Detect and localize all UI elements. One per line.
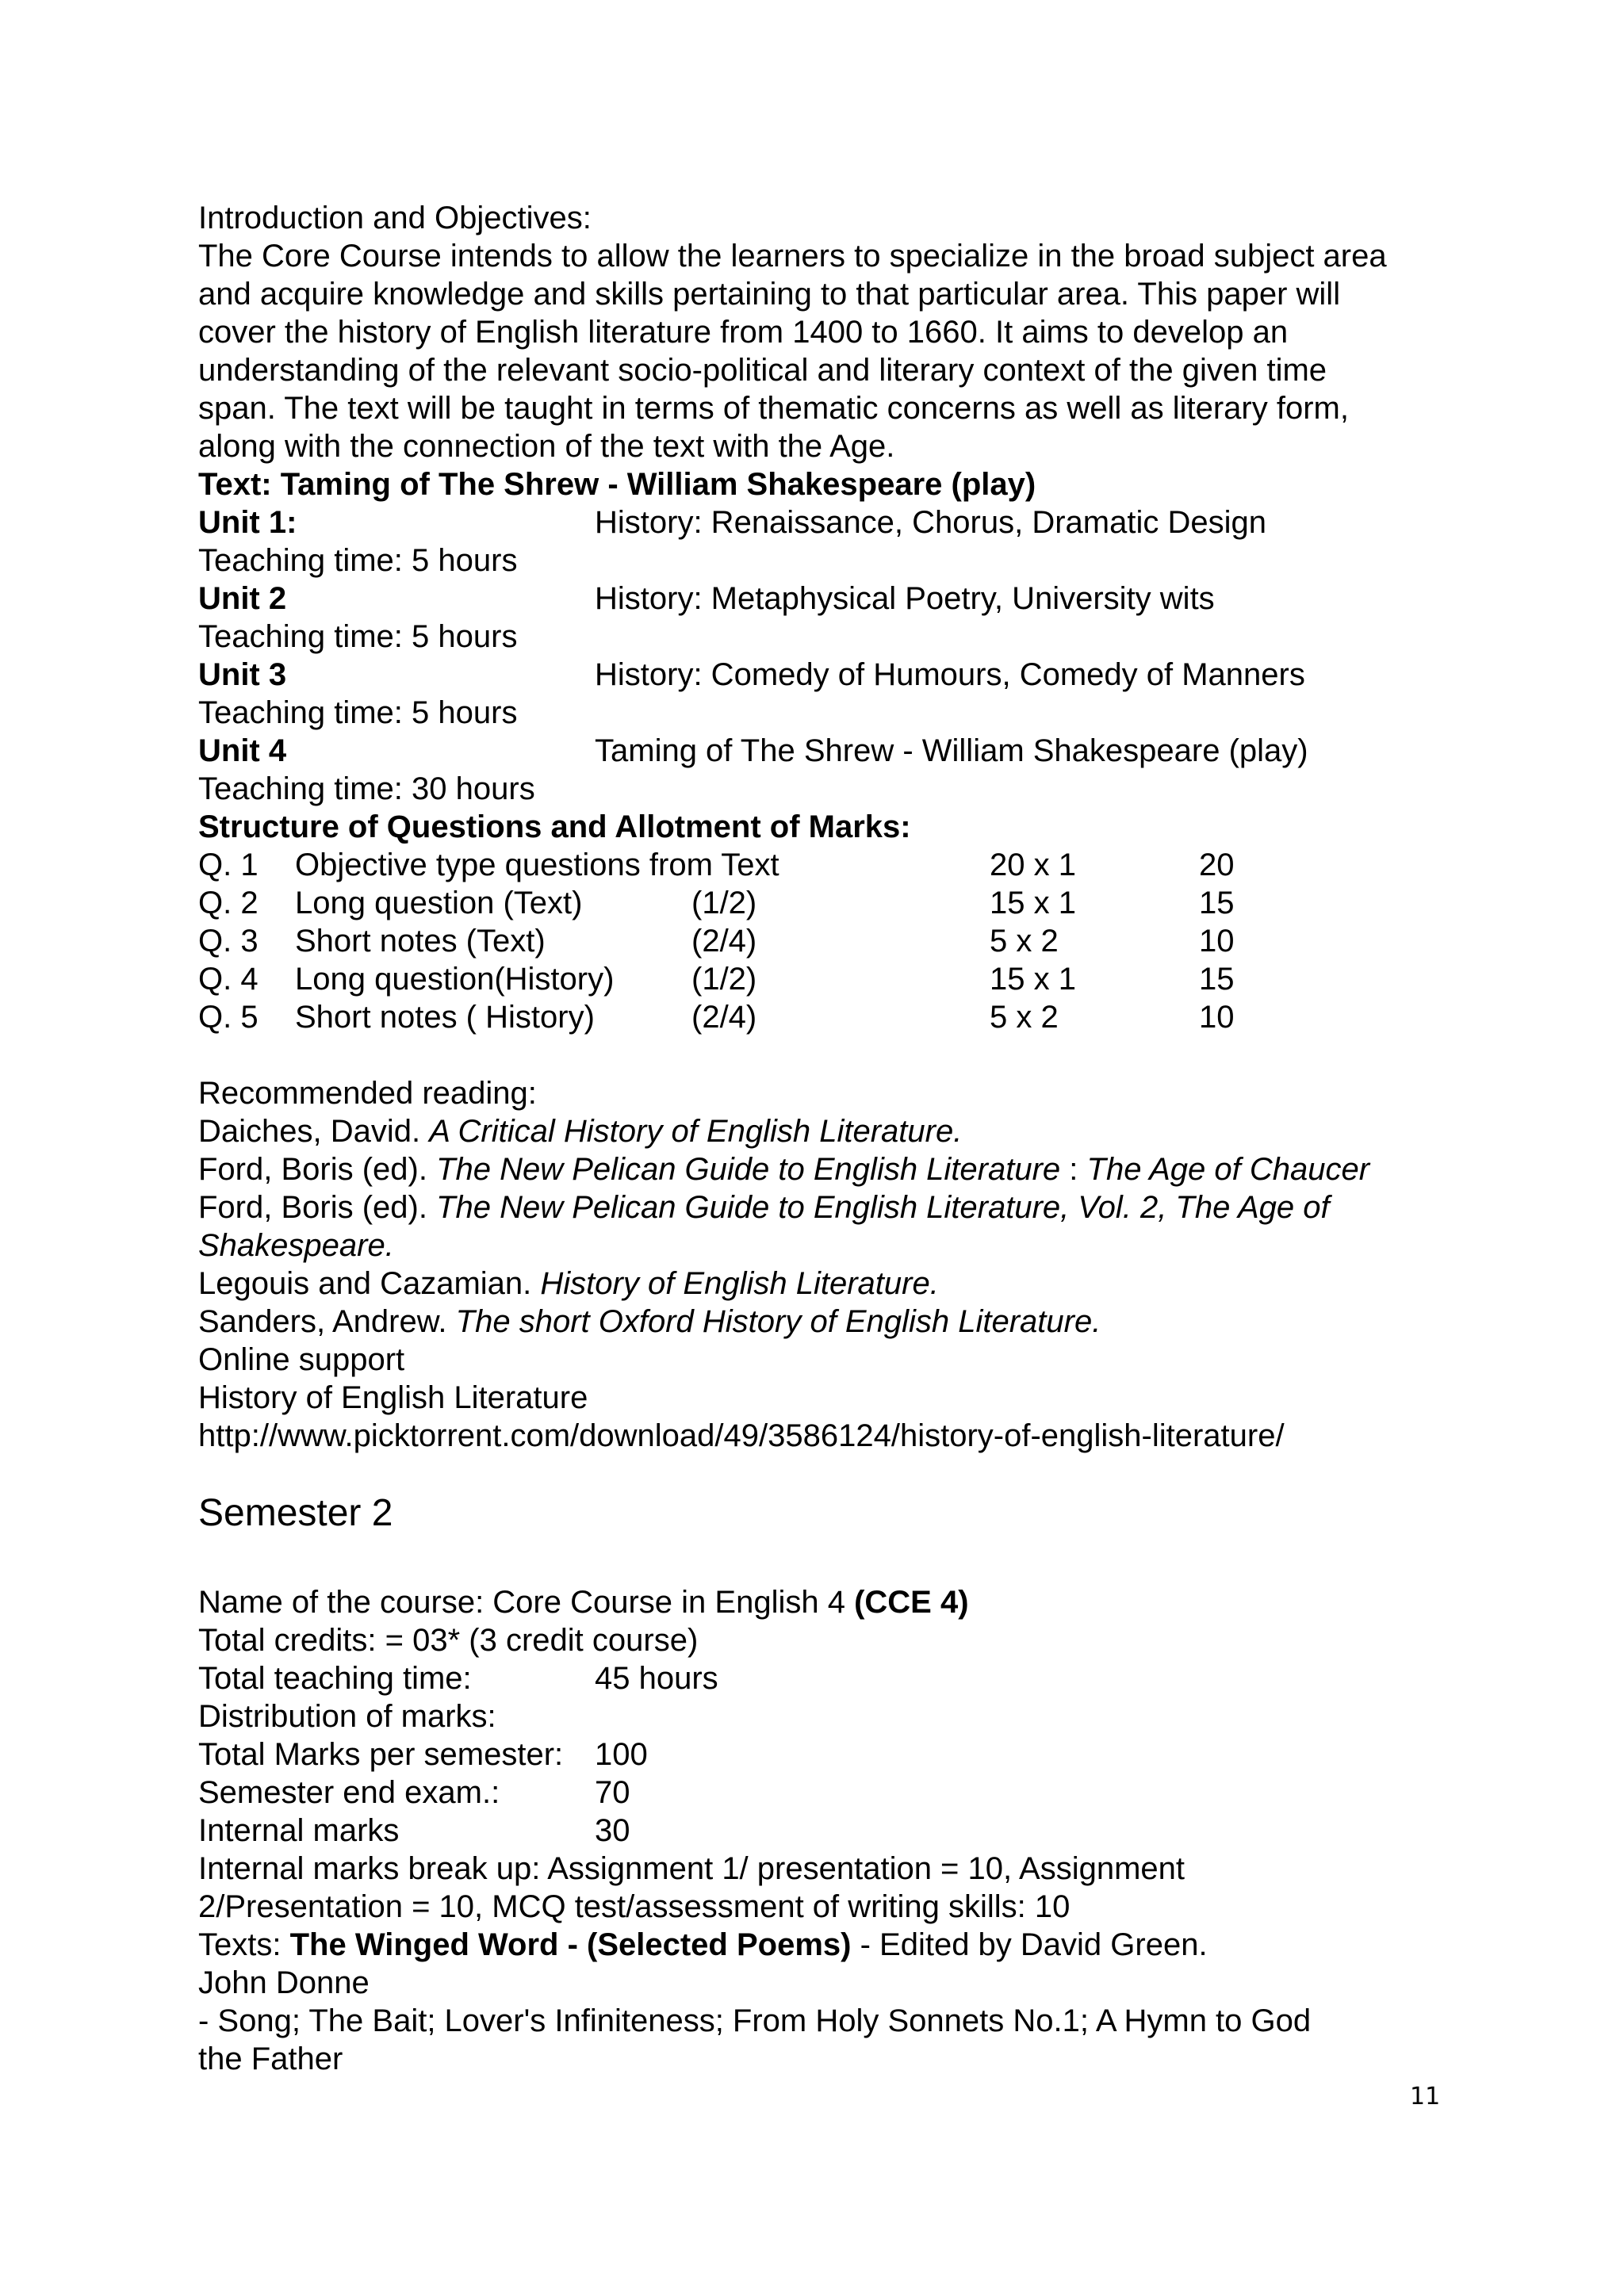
unit-time: Teaching time: 30 hours [198, 771, 535, 806]
text-heading: Text: Taming of The Shrew - William Shakespeare (play) [198, 467, 1036, 502]
intro-line-2: and acquire knowledge and skills pertaining to that particular area. This paper will [198, 277, 1341, 312]
unit-label: Unit 2 [198, 581, 287, 616]
unit-label: Unit 3 [198, 657, 287, 692]
internal-marks-label: Internal marks [198, 1813, 400, 1848]
unit-row [198, 580, 1215, 618]
course-name-text: Name of the course: Core Course in English 4 [198, 1585, 855, 1620]
question-description: Short notes (Text) [295, 924, 546, 959]
reading-title: The New Pelican Guide to English Literature, Vol. 2, The Age of [436, 1190, 1330, 1225]
unit-topic: Taming of The Shrew - William Shakespeare (play) [595, 733, 1308, 768]
reading-item [198, 1188, 1330, 1226]
page-number: 11 [1410, 2083, 1441, 2110]
online-resource-url[interactable]: http://www.picktorrent.com/download/49/3586124/history-of-english-literature/ [198, 1418, 1285, 1453]
question-number: Q. 1 [198, 848, 259, 882]
reading-heading: Recommended reading: [198, 1076, 537, 1111]
total-credits: Total credits: = 03* (3 credit course) [198, 1623, 699, 1658]
question-choice: (2/4) [691, 1000, 757, 1035]
question-description: Long question(History) [295, 962, 615, 997]
reading-author: Daiches, David. [198, 1114, 430, 1149]
intro-line-3: cover the history of English literature from 1400 to 1660. It aims to develop an [198, 315, 1289, 350]
marks-calculation: 15 x 1 [990, 886, 1076, 920]
teaching-time-value: 45 hours [595, 1661, 718, 1696]
marks-calculation: 20 x 1 [990, 848, 1076, 882]
breakup-line-1: Internal marks break up: Assignment 1/ presentation = 10, Assignment [198, 1851, 1185, 1886]
teaching-time-label: Total teaching time: [198, 1661, 472, 1696]
question-description: Short notes ( History) [295, 1000, 595, 1035]
unit-time: Teaching time: 5 hours [198, 619, 518, 654]
poems-line-1: - Song; The Bait; Lover's Infiniteness; From Holy Sonnets No.1; A Hymn to God [198, 2003, 1312, 2038]
question-number: Q. 2 [198, 886, 259, 920]
marks-calculation: 15 x 1 [990, 962, 1076, 997]
intro-line-4: understanding of the relevant socio-political and literary context of the given time [198, 353, 1327, 388]
unit-label: Unit 4 [198, 733, 287, 768]
texts-suffix: - Edited by David Green. [851, 1927, 1208, 1962]
unit-time: Teaching time: 5 hours [198, 543, 518, 578]
marks-total: 15 [1199, 962, 1235, 997]
marks-total: 20 [1199, 848, 1235, 882]
question-choice: (1/2) [691, 962, 757, 997]
marks-calculation: 5 x 2 [990, 924, 1059, 959]
reading-title: A Critical History of English Literature. [429, 1114, 963, 1149]
reading-author: Legouis and Cazamian. [198, 1266, 541, 1301]
total-marks-label: Total Marks per semester: [198, 1737, 564, 1772]
marks-total: 15 [1199, 886, 1235, 920]
question-choice: (2/4) [691, 924, 757, 959]
reading-title: History of English Literature. [540, 1266, 939, 1301]
unit-topic: History: Metaphysical Poetry, University wits [595, 581, 1215, 616]
reading-title: The New Pelican Guide to English Literature [436, 1152, 1061, 1187]
end-exam-row [198, 1774, 630, 1812]
question-description: Long question (Text) [295, 886, 583, 920]
unit-topic: History: Renaissance, Chorus, Dramatic Design [595, 505, 1266, 540]
end-exam-value: 70 [595, 1775, 630, 1810]
reading-author: Ford, Boris (ed). [198, 1152, 437, 1187]
marks-total: 10 [1199, 924, 1235, 959]
total-marks-value: 100 [595, 1737, 648, 1772]
unit-row [198, 656, 1305, 694]
question-number: Q. 4 [198, 962, 259, 997]
question-description: Objective type questions from Text [295, 848, 779, 882]
intro-heading: Introduction and Objectives: [198, 201, 592, 235]
poet-name: John Donne [198, 1965, 370, 2000]
reading-author: Ford, Boris (ed). [198, 1190, 437, 1225]
marks-row [198, 884, 1235, 922]
unit-label: Unit 1: [198, 505, 297, 540]
end-exam-label: Semester end exam.: [198, 1775, 500, 1810]
question-number: Q. 5 [198, 1000, 259, 1035]
reading-title-continued: Shakespeare. [198, 1228, 394, 1263]
poems-line-2: the Father [198, 2042, 343, 2076]
internal-marks-value: 30 [595, 1813, 630, 1848]
reading-author: Sanders, Andrew. [198, 1304, 456, 1339]
semester-heading: Semester 2 [198, 1492, 393, 1534]
intro-line-5: span. The text will be taught in terms of thematic concerns as well as literary form, [198, 391, 1349, 426]
online-resource-title: History of English Literature [198, 1380, 588, 1415]
marks-row [198, 960, 1235, 998]
texts-line [198, 1926, 1208, 1964]
question-number: Q. 3 [198, 924, 259, 959]
intro-line-1: The Core Course intends to allow the learners to specialize in the broad subject area [198, 239, 1387, 274]
marks-row [198, 922, 1235, 960]
marks-row [198, 998, 1235, 1036]
unit-topic: History: Comedy of Humours, Comedy of Manners [595, 657, 1305, 692]
structure-heading: Structure of Questions and Allotment of Marks: [198, 809, 911, 844]
course-name [198, 1583, 969, 1621]
intro-line-6: along with the connection of the text with the Age. [198, 429, 895, 464]
teaching-time-row [198, 1659, 718, 1697]
unit-row [198, 503, 1266, 541]
texts-prefix: Texts: [198, 1927, 290, 1962]
total-marks-row [198, 1735, 648, 1774]
reading-separator: : [1060, 1152, 1087, 1187]
texts-title: The Winged Word - (Selected Poems) [289, 1927, 852, 1962]
internal-marks-row [198, 1812, 630, 1850]
question-choice: (1/2) [691, 886, 757, 920]
course-code: (CCE 4) [854, 1585, 969, 1620]
reading-item [198, 1112, 962, 1150]
reading-item [198, 1265, 939, 1303]
reading-subtitle: The Age of Chaucer [1086, 1152, 1370, 1187]
marks-total: 10 [1199, 1000, 1235, 1035]
reading-title: The short Oxford History of English Literature. [455, 1304, 1101, 1339]
unit-time: Teaching time: 5 hours [198, 695, 518, 730]
reading-item [198, 1150, 1369, 1188]
reading-item [198, 1303, 1101, 1341]
marks-calculation: 5 x 2 [990, 1000, 1059, 1035]
marks-row [198, 846, 1235, 884]
breakup-line-2: 2/Presentation = 10, MCQ test/assessment of writing skills: 10 [198, 1889, 1071, 1924]
unit-row [198, 732, 1308, 770]
online-support-label: Online support [198, 1342, 405, 1377]
distribution-heading: Distribution of marks: [198, 1699, 496, 1734]
